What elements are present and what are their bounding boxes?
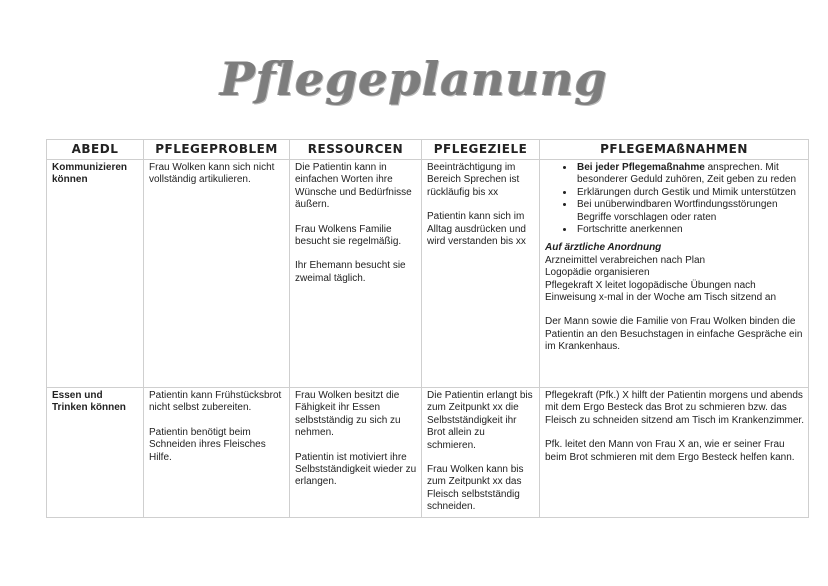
aerztlich-line: Logopädie organisieren bbox=[545, 267, 650, 279]
abedl-cell: Essen und Trinken können bbox=[47, 388, 144, 518]
problem-cell bbox=[144, 160, 290, 388]
ressource-text: Frau Wolkens Familie besucht sie regelmäßig. bbox=[295, 223, 402, 248]
list-item: • Bei unüberwindbaren Wortfindungsstörungen Begriffe vorschlagen oder raten bbox=[575, 199, 804, 224]
abedl-cell: Kommunizieren können bbox=[47, 160, 144, 388]
massnahmen-list bbox=[545, 162, 804, 236]
header-abedl: ABEDL bbox=[47, 140, 144, 160]
ziele-cell bbox=[422, 160, 540, 388]
page-title: Pflegeplanung bbox=[220, 52, 608, 106]
header-pflegemassnahmen: PFLEGEMAßNAHMEN bbox=[540, 140, 809, 160]
table-row bbox=[47, 388, 809, 518]
aerztlich-heading: Auf ärztliche Anordnung bbox=[545, 242, 662, 254]
problem-text: Patientin benötigt beim Schneiden ihres Fleisches Hilfe. bbox=[149, 426, 266, 463]
ressourcen-cell bbox=[290, 160, 422, 388]
ressource-text: Patientin ist motiviert ihre Selbstständigkeit wieder zu erlangen. bbox=[295, 451, 417, 488]
aerztlich-line: Arzneimittel verabreichen nach Plan bbox=[545, 254, 706, 266]
header-pflegeproblem: PFLEGEPROBLEM bbox=[144, 140, 290, 160]
ressource-text: Die Patientin kann in einfachen Worten ihre Wünsche und Bedürfnisse äußern. bbox=[295, 162, 412, 211]
ressourcen-cell bbox=[290, 388, 422, 518]
ziel-text: Beeinträchtigung im Bereich Sprechen ist rückläufig bis xx bbox=[427, 162, 520, 198]
massnahmen-closing: Der Mann sowie die Familie von Frau Wolken binden die Patientin an den Besuchstagen in einfache Gespräche ein im Krankenhaus. bbox=[545, 316, 803, 353]
care-plan-table bbox=[46, 139, 809, 518]
problem-cell bbox=[144, 388, 290, 518]
ressource-text: Ihr Ehemann besucht sie zweimal täglich. bbox=[295, 260, 406, 284]
header-pflegeziele: PFLEGEZIELE bbox=[422, 140, 540, 160]
massnahmen-cell bbox=[540, 388, 809, 518]
massnahmen-cell bbox=[540, 160, 809, 388]
list-item bbox=[575, 162, 804, 187]
list-item-bold: Bei jeder Pflegemaßnahme bbox=[577, 162, 705, 173]
problem-text: Frau Wolken kann sich nicht vollständig artikulieren. bbox=[149, 162, 275, 186]
ziel-text: Patientin kann sich im Alltag ausdrücken und wird verstanden bis xx bbox=[427, 211, 526, 248]
ressource-text: Frau Wolken besitzt die Fähigkeit ihr Essen selbstständig zu sich zu nehmen. bbox=[295, 390, 401, 439]
massnahme-text: Pflegekraft (Pfk.) X hilft der Patientin morgens und abends mit dem Ergo Besteck das Brot zu schmieren bzw. das Fleisch zu schneiden sitzend am Tisch im Krankenzimmer. bbox=[545, 390, 804, 426]
aerztlich-line: Pflegekraft X leitet logopädische Übungen nach Einweisung x-mal in der Woche am Tisch sitzend an bbox=[545, 279, 777, 304]
list-item-text: ansprechen. Mit besonderer Geduld zuhören, Zeit geben zu reden bbox=[577, 162, 797, 186]
table-row bbox=[47, 160, 809, 388]
massnahme-text: Pfk. leitet den Mann von Frau X an, wie er seiner Frau beim Brot schmieren mit dem Ergo Besteck helfen kann. bbox=[545, 439, 795, 463]
ziel-text: Die Patientin erlangt bis zum Zeitpunkt xx die Selbstständigkeit ihr Brot allein zu schmieren. bbox=[427, 390, 533, 451]
list-item: • Erklärungen durch Gestik und Mimik unterstützen bbox=[575, 187, 804, 199]
list-item: • Fortschritte anerkennen bbox=[575, 224, 804, 236]
problem-text: Patientin kann Frühstücksbrot nicht selbst zubereiten. bbox=[149, 390, 282, 414]
ziel-text: Frau Wolken kann bis zum Zeitpunkt xx das Fleisch selbstständig schneiden. bbox=[427, 464, 524, 513]
header-ressourcen: RESSOURCEN bbox=[290, 140, 422, 160]
ziele-cell bbox=[422, 388, 540, 518]
table-header-row bbox=[47, 140, 809, 160]
